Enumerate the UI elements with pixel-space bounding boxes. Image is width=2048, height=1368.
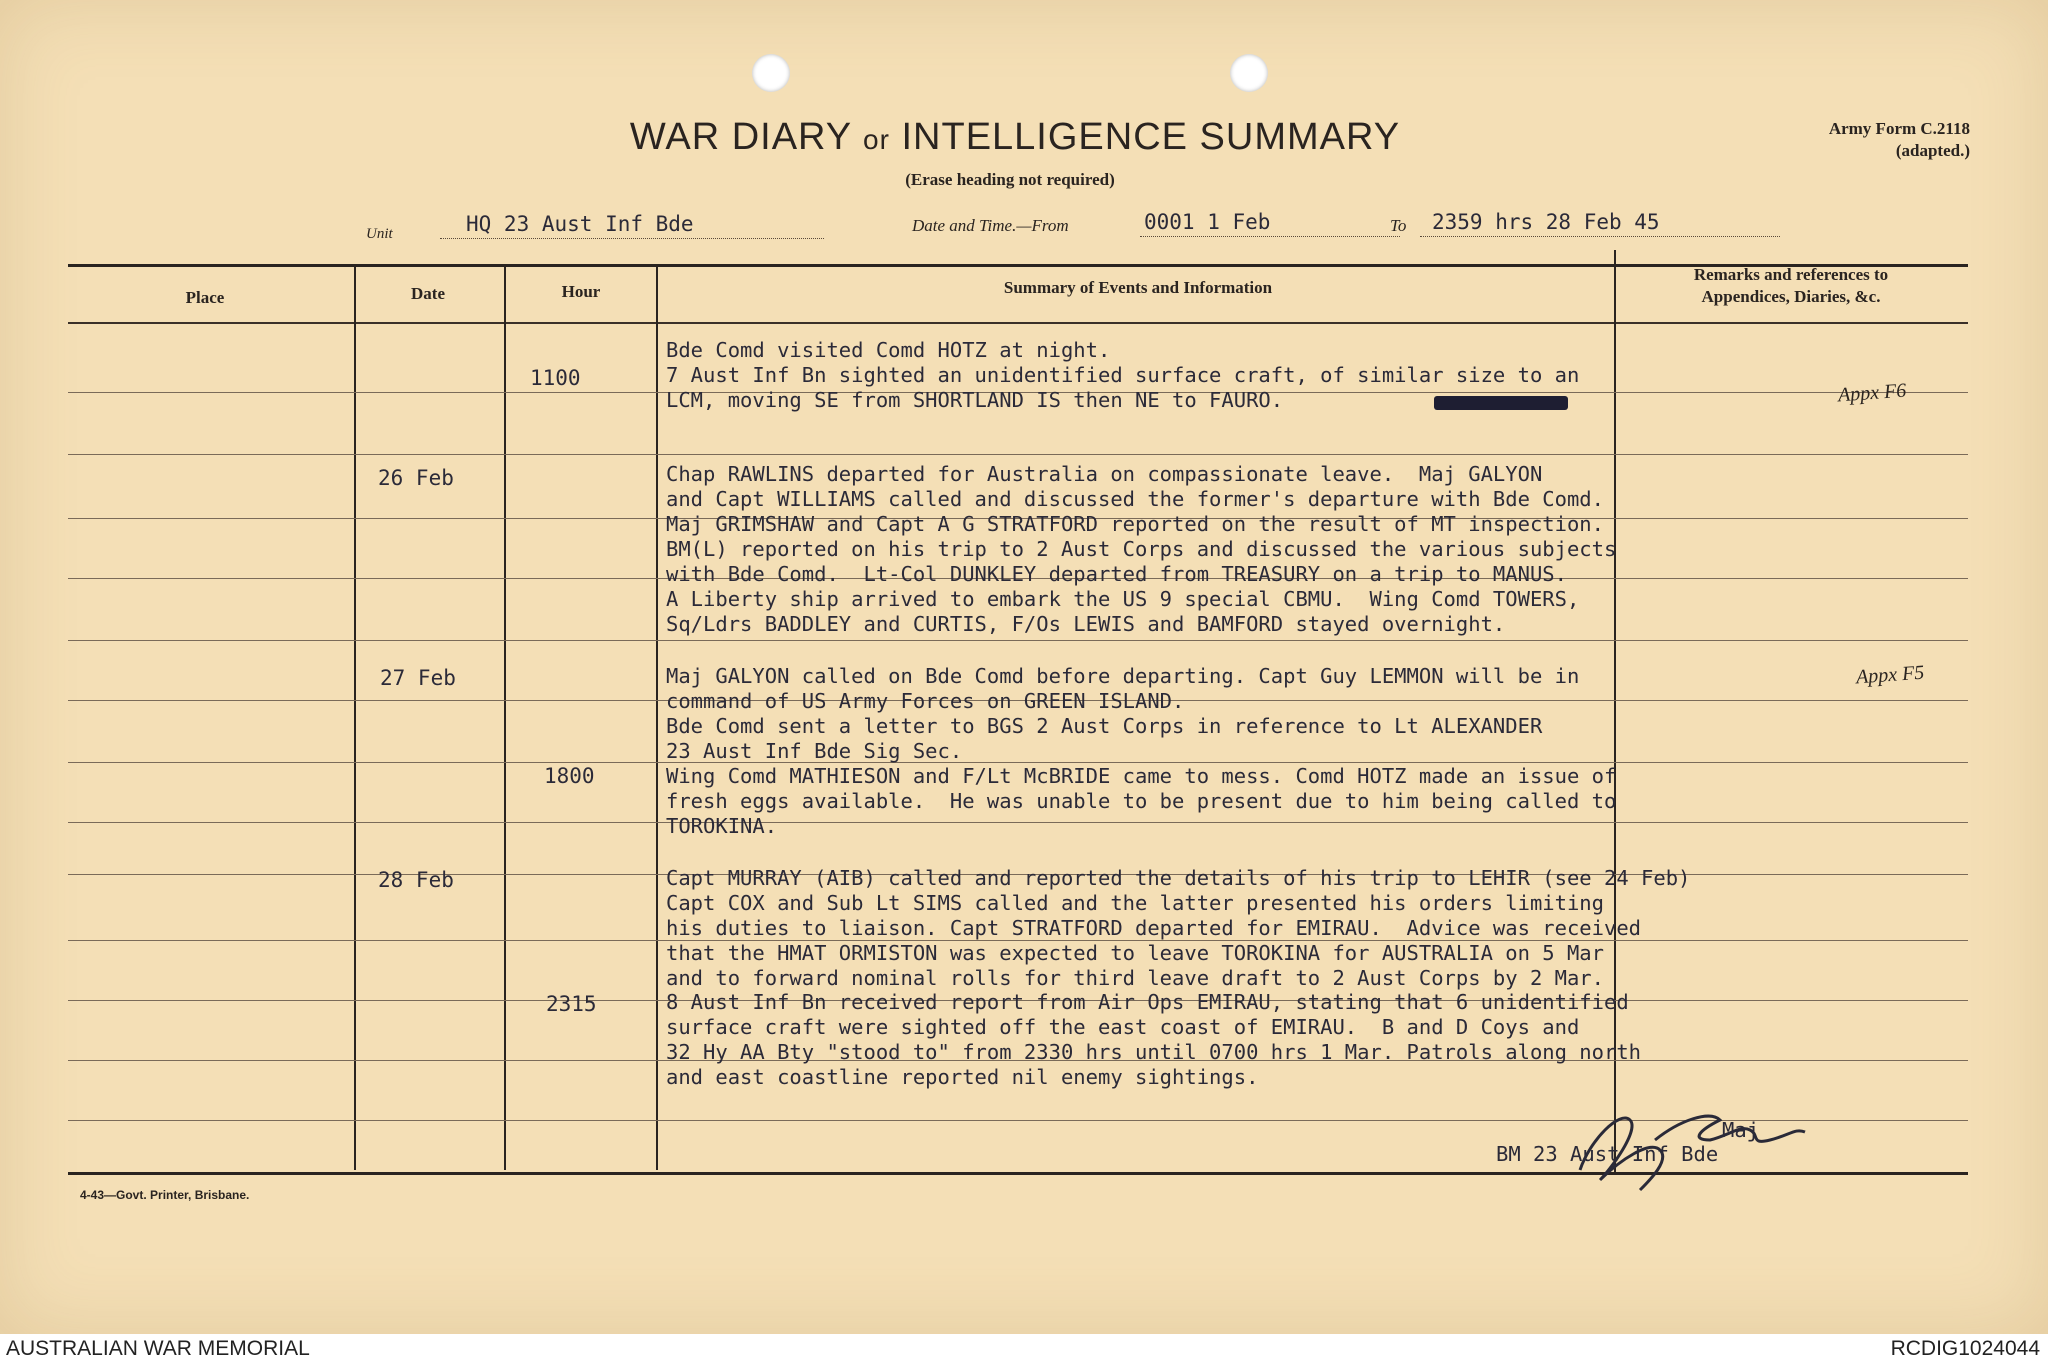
divider-date-hour: [504, 266, 506, 1170]
signature-rank: Maj: [1722, 1118, 1760, 1142]
to-value: 2359 hrs 28 Feb 45: [1432, 210, 1660, 234]
title-war-diary: WAR DIARY: [629, 116, 852, 158]
column-header-remarks: [1616, 264, 1966, 308]
entry-date: 28 Feb: [378, 868, 454, 892]
entry-text: 8 Aust Inf Bn received report from Air Ops EMIRAU, stating that 6 unidentified surface craft were sighted off the east coast of EMIRAU. B and D Coys and 32 Hy AA Bty "stood to" from 2330 hrs until 0700 hrs 1 Mar. Patrols along north and east coastline reported nil enemy sightings.: [666, 990, 1642, 1089]
handwritten-signature: [1560, 1080, 1880, 1200]
remarks-header-line2: Appendices, Diaries, &c.: [1701, 287, 1881, 306]
redaction-mark: [1434, 396, 1568, 410]
form-adapted-text: (adapted.): [1895, 141, 1970, 160]
entry-date: 27 Feb: [380, 666, 456, 690]
unit-label: Unit: [366, 226, 393, 242]
punch-hole-right: [1230, 54, 1268, 92]
from-field: [1140, 208, 1400, 237]
column-header-summary: Summary of Events and Information: [1003, 278, 1273, 297]
row-rule: [68, 454, 1968, 455]
form-number-text: Army Form C.2118: [1828, 119, 1970, 138]
signature-appointment: BM 23 Aust Inf Bde: [1496, 1142, 1719, 1166]
entry-remark: Appx F5: [1855, 661, 1925, 689]
entry-text: Bde Comd visited Comd HOTZ at night. 7 Aust Inf Bn sighted an unidentified surface craft, of similar size to an LCM, moving SE from SHORTLAND IS then NE to FAURO.: [666, 338, 1580, 412]
entry-date: 26 Feb: [378, 466, 454, 490]
entry-text: Capt MURRAY (AIB) called and reported the details of his trip to LEHIR (see 24 Feb) Capt COX and Sub Lt SIMS called and the latter presented his orders limiting his duties to liaison. Capt STRATFORD departed for EMIRAU. Advice was received that the HMAT ORMISTON was expected to leave TOROKINA for AUSTRALIA on 5 Mar and to forward nominal rolls for third leave draft to 2 Aust Corps by 2 Mar.: [666, 866, 1691, 990]
entry-remark: Appx F6: [1837, 379, 1907, 407]
entry-text: Wing Comd MATHIESON and F/Lt McBRIDE came to mess. Comd HOTZ made an issue of fresh eggs available. He was unable to be present due to him being called to TOROKINA.: [666, 764, 1617, 838]
entry-hour: 1800: [544, 764, 595, 788]
from-value: 0001 1 Feb: [1144, 210, 1271, 234]
form-number: [1740, 118, 1970, 162]
punch-hole-left: [752, 54, 790, 92]
footer-archive-name: AUSTRALIAN WAR MEMORIAL: [6, 1337, 310, 1360]
to-field: [1420, 208, 1780, 237]
column-header-place: Place: [185, 288, 225, 307]
table-header-rule: [68, 322, 1968, 324]
remarks-header-line1: Remarks and references to: [1693, 265, 1889, 284]
column-header-hour: Hour: [561, 282, 601, 301]
unit-field: [440, 210, 824, 239]
title-intelligence-summary: INTELLIGENCE SUMMARY: [901, 116, 1401, 158]
column-header-date: Date: [411, 284, 445, 303]
printer-imprint: 4-43—Govt. Printer, Brisbane.: [80, 1188, 250, 1202]
entry-text: Chap RAWLINS departed for Australia on compassionate leave. Maj GALYON and Capt WILLIAMS called and discussed the former's departure with Bde Comd. Maj GRIMSHAW and Capt A G STRATFORD reported on the result of MT inspection. BM(L) reported on his trip to 2 Aust Corps and discussed the various subjects with Bde Comd. Lt-Col DUNKLEY departed from TREASURY on a trip to MANUS. A Liberty ship arrived to embark the US 9 special CBMU. Wing Comd TOWERS, Sq/Ldrs BADDLEY and CURTIS, F/Os LEWIS and BAMFORD stayed overnight.: [666, 462, 1617, 636]
row-rule: [68, 640, 1968, 641]
to-label: To: [1390, 216, 1407, 235]
form-title: [600, 116, 1430, 159]
divider-place-date: [354, 266, 356, 1170]
title-or: or: [863, 124, 890, 155]
divider-hour-summary: [656, 266, 658, 1170]
entry-text: Maj GALYON called on Bde Comd before departing. Capt Guy LEMMON will be in command of US Army Forces on GREEN ISLAND. Bde Comd sent a letter to BGS 2 Aust Corps in reference to Lt ALEXANDER 23 Aust Inf Bde Sig Sec.: [666, 664, 1580, 763]
form-subtitle: (Erase heading not required): [905, 170, 1115, 189]
footer-document-id: RCDIG1024044: [1890, 1337, 2040, 1360]
entry-hour: 2315: [546, 992, 597, 1016]
entry-hour: 1100: [530, 366, 581, 390]
unit-value: HQ 23 Aust Inf Bde: [466, 212, 694, 236]
date-time-label: Date and Time.—From: [912, 216, 1069, 235]
